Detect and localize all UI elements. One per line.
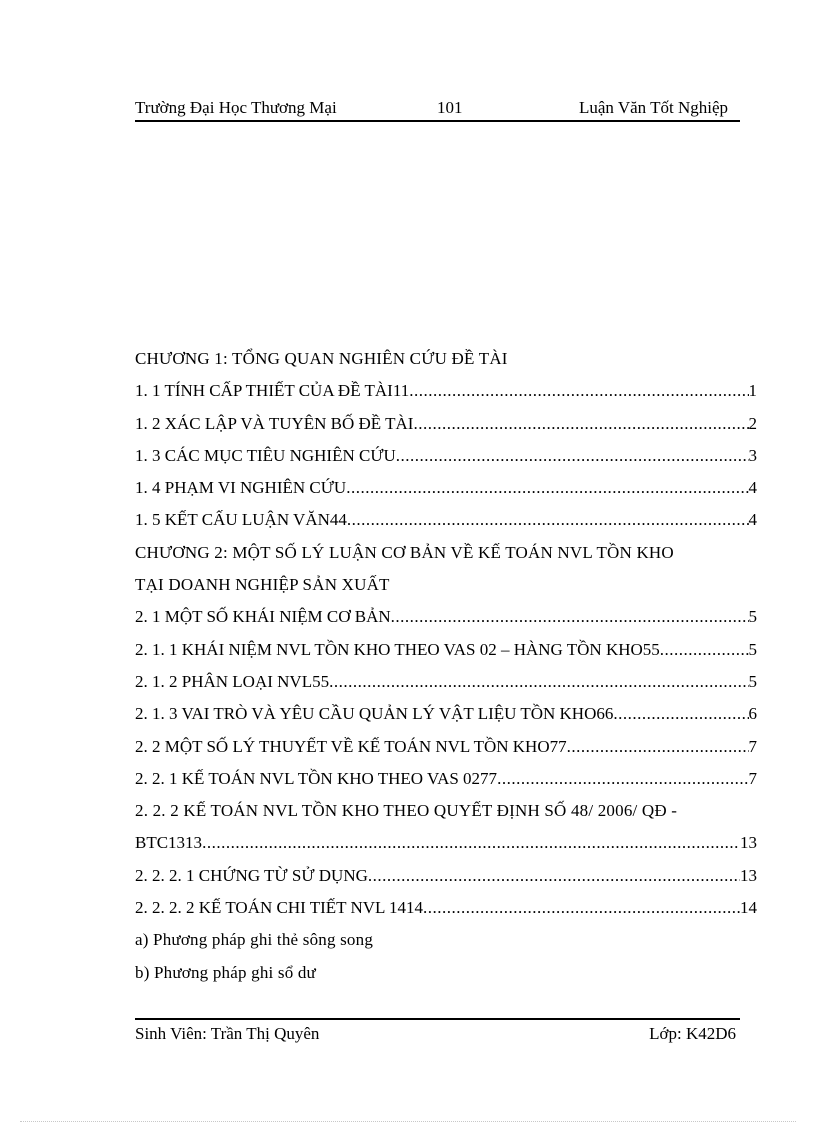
- toc-page-number: 1: [748, 381, 757, 401]
- toc-entry[interactable]: 1. 5 KẾT CẤU LUẬN VĂN44 ..... 4: [135, 504, 757, 536]
- toc-page-number: 5: [748, 607, 757, 627]
- toc-page-number: 7: [748, 768, 757, 788]
- toc-page-number: 4: [748, 510, 757, 530]
- header-page-number: 101: [437, 98, 463, 117]
- toc-entry-wrapped[interactable]: 2. 2. 2 KẾ TOÁN NVL TỒN KHO THEO QUYẾT ĐỊNH SỐ 48/ 2006/ QĐ -: [135, 801, 678, 821]
- toc-page-number: 5: [748, 639, 757, 659]
- toc-page-number: 5: [748, 671, 757, 691]
- toc-chapter-heading-cont: TẠI DOANH NGHIỆP SẢN XUẤT: [135, 575, 390, 595]
- footer-student: Sinh Viên: Trần Thị Quyên: [135, 1024, 320, 1043]
- toc-entry[interactable]: 2. 2. 2. 2 KẾ TOÁN CHI TIẾT NVL 1414 ..... 14: [135, 892, 757, 924]
- toc-entry[interactable]: 2. 1 MỘT SỐ KHÁI NIỆM CƠ BẢN ..... 5: [135, 601, 757, 633]
- toc-page-number: 13: [740, 833, 757, 853]
- toc-page-number: 7: [748, 736, 757, 756]
- toc-entry[interactable]: BTC1313 ..... 13: [135, 827, 757, 859]
- toc-entry[interactable]: 1. 1 TÍNH CẤP THIẾT CỦA ĐỀ TÀI11 ..... 1: [135, 375, 757, 407]
- toc-page-number: 6: [748, 704, 757, 724]
- footer-class: Lớp: K42D6: [649, 1024, 736, 1043]
- toc-entry[interactable]: 2. 1. 2 PHÂN LOẠI NVL55 ..... 5: [135, 666, 757, 698]
- header-doc-type: Luận Văn Tốt Nghiệp: [578, 98, 728, 117]
- toc-page-number: 4: [748, 478, 757, 498]
- toc-entry[interactable]: 1. 2 XÁC LẬP VÀ TUYÊN BỐ ĐỀ TÀI ..... 2: [135, 408, 757, 440]
- toc-page-number: 3: [748, 445, 757, 465]
- table-of-contents: [135, 343, 757, 989]
- page-header: [135, 96, 740, 122]
- toc-entry[interactable]: 2. 2 MỘT SỐ LÝ THUYẾT VỀ KẾ TOÁN NVL TỒN KHO77 ..... 7: [135, 731, 757, 763]
- toc-page-number: 13: [740, 865, 757, 885]
- toc-entry[interactable]: 2. 1. 1 KHÁI NIỆM NVL TỒN KHO THEO VAS 02 – HÀNG TỒN KHO55 ..... 5: [135, 634, 757, 666]
- toc-entry[interactable]: 1. 3 CÁC MỤC TIÊU NGHIÊN CỨU ..... 3: [135, 440, 757, 472]
- toc-entry[interactable]: 1. 4 PHẠM VI NGHIÊN CỨU ..... 4: [135, 472, 757, 504]
- toc-page-number: 14: [740, 898, 757, 918]
- toc-page-number: 2: [748, 413, 757, 433]
- page-bottom-divider: [20, 1121, 796, 1122]
- toc-chapter-heading: CHƯƠNG 2: MỘT SỐ LÝ LUẬN CƠ BẢN VỀ KẾ TOÁN NVL TỒN KHO: [135, 542, 674, 562]
- toc-entry[interactable]: 2. 2. 2. 1 CHỨNG TỪ SỬ DỤNG ..... 13: [135, 860, 757, 892]
- toc-subitem: a) Phương pháp ghi thẻ sông song: [135, 930, 374, 950]
- page-footer: [135, 1018, 740, 1050]
- toc-entry[interactable]: 2. 1. 3 VAI TRÒ VÀ YÊU CẦU QUẢN LÝ VẬT LIỆU TỒN KHO66 ..... 6: [135, 698, 757, 730]
- toc-subitem: b) Phương pháp ghi sổ dư: [135, 962, 316, 982]
- header-school: Trường Đại Học Thương Mại: [135, 98, 337, 117]
- toc-chapter-heading: CHƯƠNG 1: TỔNG QUAN NGHIÊN CỨU ĐỀ TÀI: [135, 349, 508, 368]
- toc-entry[interactable]: 2. 2. 1 KẾ TOÁN NVL TỒN KHO THEO VAS 0277 ..... 7: [135, 763, 757, 795]
